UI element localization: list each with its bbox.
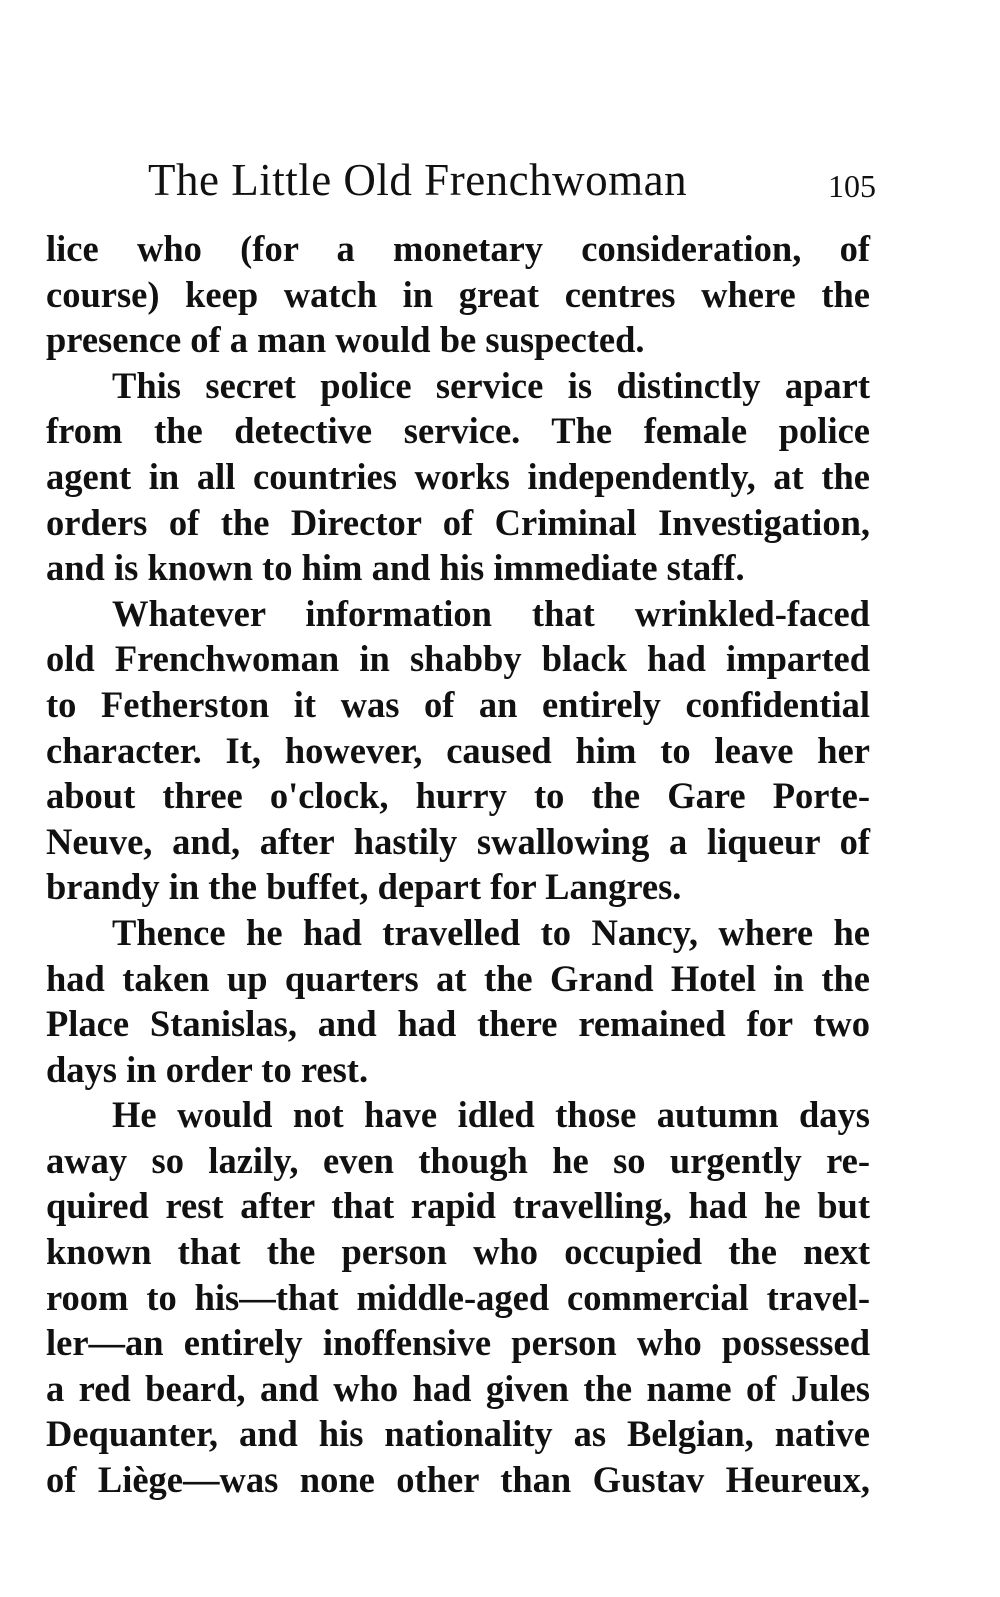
text-line: agent in all countries works independently, at the	[46, 455, 870, 497]
text-line: had taken up quarters at the Grand Hotel in the	[46, 957, 870, 999]
text-line: a red beard, and who had given the name of Jules	[46, 1367, 870, 1409]
text-line: course) keep watch in great centres where the	[46, 273, 870, 315]
text-line: lice who (for a monetary consideration, of	[46, 228, 870, 269]
text-line: of Liège—was none other than Gustav Heureux,	[46, 1459, 870, 1501]
text-line: to Fetherston it was of an entirely confidential	[46, 683, 870, 725]
text-line: Place Stanislas, and had there remained for two	[46, 1003, 870, 1045]
body-text	[46, 226, 870, 1503]
page-number: 105	[828, 168, 876, 204]
text-line: quired rest after that rapid travelling, had he but	[46, 1185, 870, 1227]
running-head	[148, 150, 876, 210]
text-line: from the detective service. The female police	[46, 410, 870, 452]
text-line: This secret police service is distinctly apart	[112, 364, 870, 406]
text-line: and is known to him and his immediate staff.	[46, 547, 745, 589]
text-line: orders of the Director of Criminal Investigation,	[46, 501, 870, 543]
text-line: Dequanter, and his nationality as Belgian, native	[46, 1413, 870, 1455]
text-line: Thence he had travelled to Nancy, where he	[112, 911, 870, 953]
text-line: Whatever information that wrinkled-faced	[112, 592, 870, 634]
text-line: known that the person who occupied the next	[46, 1231, 870, 1273]
running-title: The Little Old Frenchwoman	[148, 155, 688, 205]
text-line: room to his—that middle-aged commercial travel-	[46, 1276, 870, 1318]
text-line: away so lazily, even though he so urgently re-	[46, 1139, 870, 1181]
text-line: brandy in the buffet, depart for Langres.	[46, 866, 682, 908]
text-line: Neuve, and, after hastily swallowing a liqueur of	[46, 820, 870, 862]
text-line: old Frenchwoman in shabby black had imparted	[46, 638, 870, 680]
text-line: days in order to rest.	[46, 1048, 369, 1090]
text-line: character. It, however, caused him to leave her	[46, 729, 870, 771]
text-line: about three o'clock, hurry to the Gare Porte-	[46, 775, 870, 817]
text-line: He would not have idled those autumn days	[112, 1094, 870, 1136]
text-line: presence of a man would be suspected.	[46, 319, 645, 361]
text-line: ler—an entirely inoffensive person who possessed	[46, 1322, 870, 1364]
